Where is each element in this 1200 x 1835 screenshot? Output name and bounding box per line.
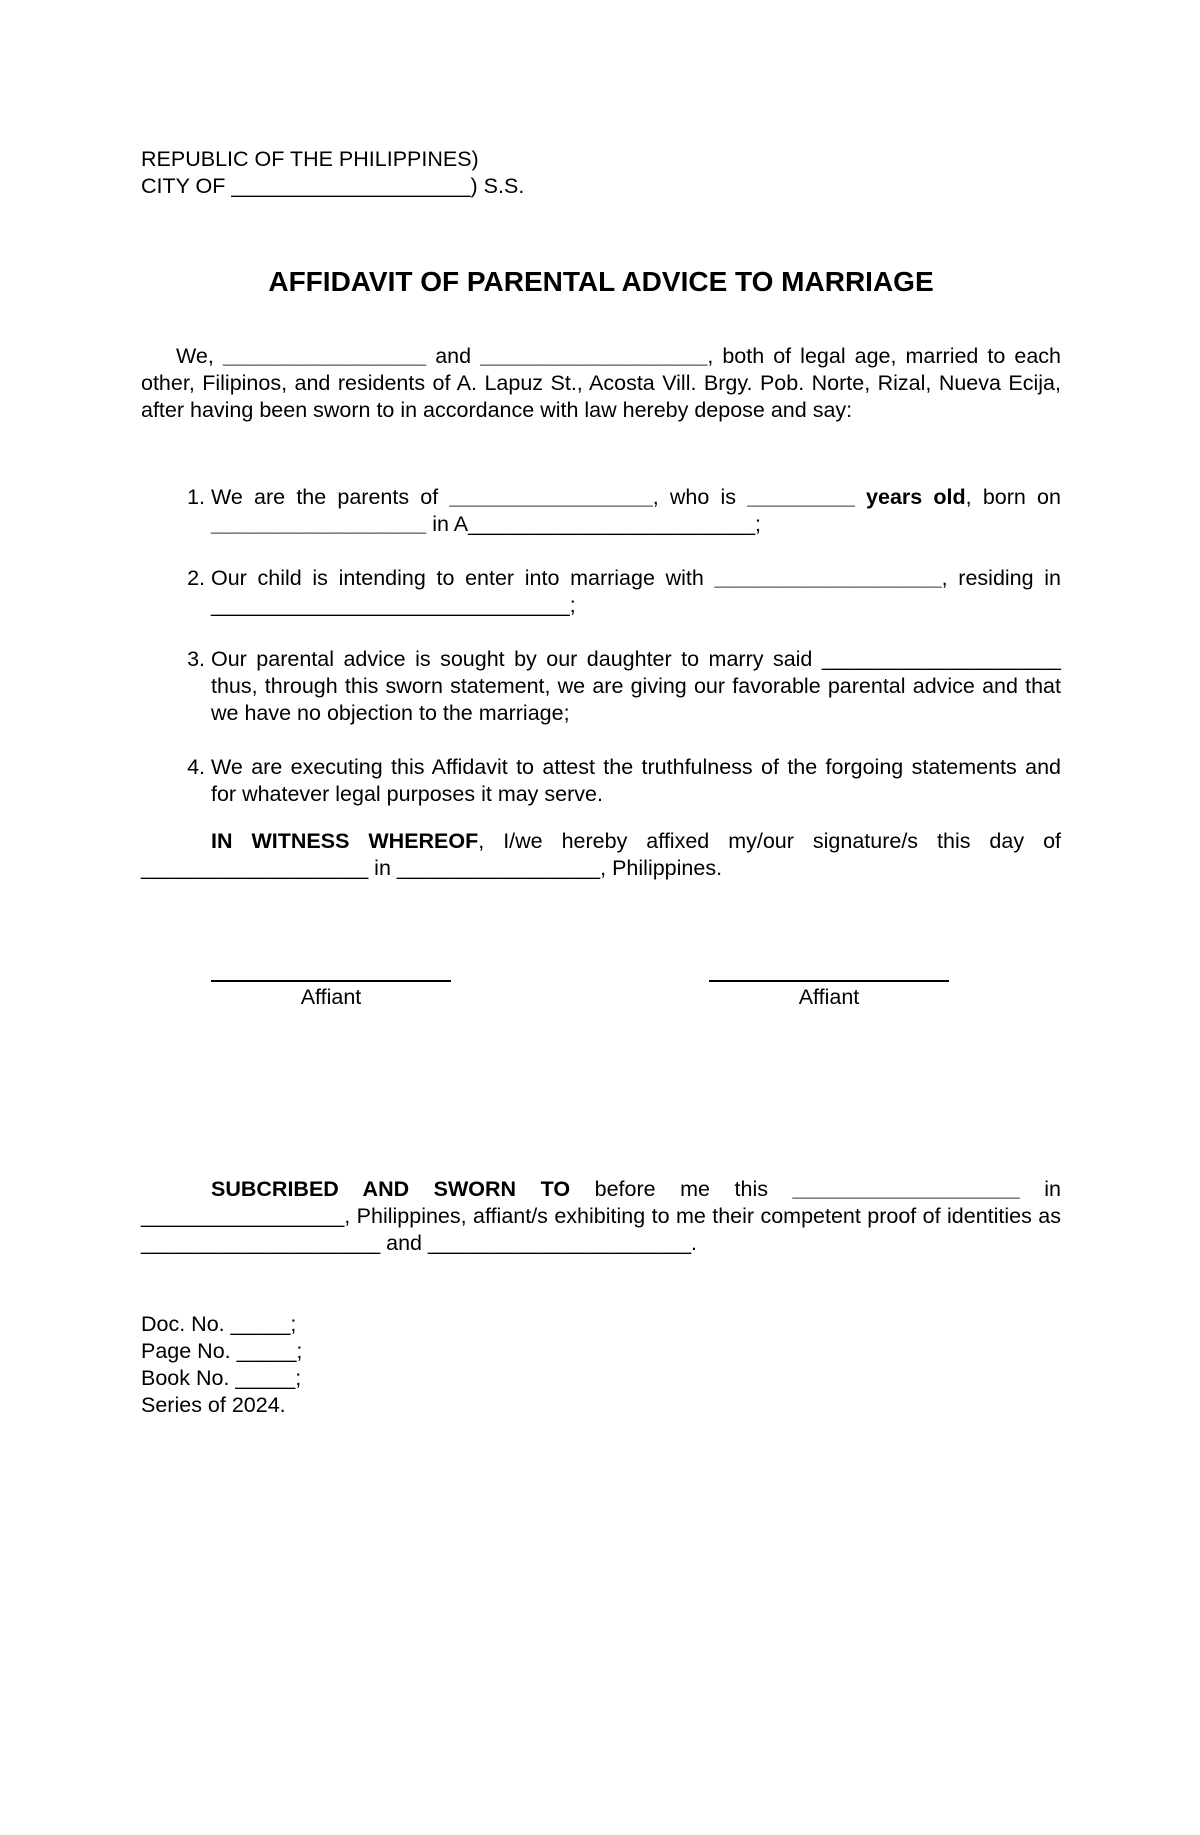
item-text: , born on <box>965 485 1061 509</box>
signature-row <box>141 968 1061 1028</box>
years-old-label: years old <box>854 485 966 509</box>
signature-line <box>709 980 949 982</box>
list-item <box>211 565 1061 619</box>
venue-header <box>141 146 1061 200</box>
birthdate-blank: __________________ <box>211 512 427 536</box>
republic-line: REPUBLIC OF THE PHILIPPINES) <box>141 147 479 171</box>
book-no: Book No. _____; <box>141 1366 302 1390</box>
witness-lead: IN WITNESS WHEREOF <box>211 829 479 853</box>
item-text: Our parental advice is sought by our daughter to marry said ____________________ thus, through this sworn statement, we are giving our favorable parental advice and that we have no objection to the marriage; <box>211 647 1061 725</box>
age-blank: _________ <box>747 485 855 509</box>
jurat-lead: SUBCRIBED AND SWORN TO <box>211 1177 571 1201</box>
jurat-paragraph <box>141 1176 1061 1257</box>
witness-text: , I/we hereby affixed my/our signature/s this day of ___________________ in _________________, Philippines. <box>141 829 1061 880</box>
intro-paragraph <box>141 343 1061 424</box>
list-item <box>211 646 1061 727</box>
spouse-name-blank: ___________________ <box>714 566 942 590</box>
doc-no: Doc. No. _____; <box>141 1312 297 1336</box>
affiant-name-blank-2: ___________________ <box>480 344 708 368</box>
affiant-name-blank-1: _________________ <box>222 344 427 368</box>
document-title: AFFIDAVIT OF PARENTAL ADVICE TO MARRIAGE <box>268 266 934 297</box>
notarial-register <box>141 1311 1061 1419</box>
item-text: , who is <box>652 485 748 509</box>
signature-block-right <box>709 968 949 1011</box>
signature-block-left <box>211 968 451 1011</box>
item-text: Our child is intending to enter into marriage with <box>211 566 715 590</box>
list-item <box>211 754 1061 808</box>
item-text: We are the parents of <box>211 485 450 509</box>
jurat-text: before me this <box>570 1177 793 1201</box>
intro-rest: , both of legal age, married to each other, Filipinos, and residents of A. Lapuz St., Acosta Vill. Brgy. Pob. Norte, Rizal, Nueva Ecija, after having been sworn to in accordance with law hereby depose and say: <box>141 344 1062 422</box>
series-year: Series of 2024. <box>141 1393 286 1417</box>
item-text: We are executing this Affidavit to attest the truthfulness of the forgoing statements and for whatever legal purposes it may serve. <box>211 755 1061 806</box>
affiant-label: Affiant <box>798 985 860 1009</box>
item-text: in A________________________; <box>426 512 762 536</box>
document-body <box>141 146 1061 1419</box>
jurat-text: in _________________, Philippines, affiant/s exhibiting to me their competent proof of identities as ____________________ and ______________________. <box>141 1177 1061 1255</box>
list-item <box>211 484 1061 538</box>
city-line: CITY OF ____________________) S.S. <box>141 174 525 198</box>
statement-list <box>141 484 1061 808</box>
child-name-blank: _________________ <box>449 485 653 509</box>
witness-paragraph <box>141 828 1061 882</box>
intro-and: and <box>426 344 481 368</box>
signature-line <box>211 980 451 982</box>
item-text: , residing in ______________________________; <box>211 566 1061 617</box>
intro-we: We, <box>176 344 223 368</box>
page-no: Page No. _____; <box>141 1339 303 1363</box>
affiant-label: Affiant <box>300 985 362 1009</box>
jurat-date-blank: ___________________ <box>792 1177 1020 1201</box>
